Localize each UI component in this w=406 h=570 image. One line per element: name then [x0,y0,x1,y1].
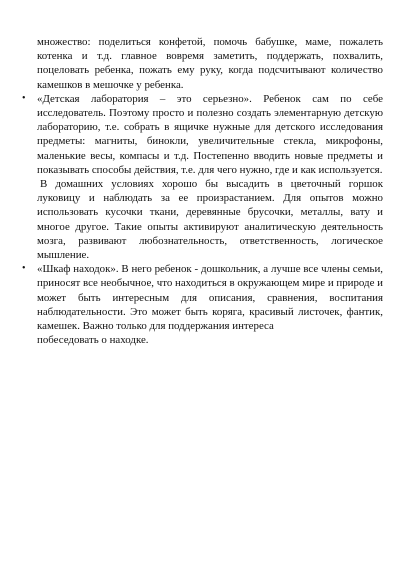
paragraph-findings-cabinet: «Шкаф находок». В него ребенок - дошкольник, а лучше все члены семьи, приносят все необычное, что находиться в окружающем мире и природе и может быть интересным для описания, сравнения, воспитания наблюдательности. Это может быть коряга, красивый листочек, фантик, камешек. Важно только для поддержания интереса [37,263,383,333]
bullet-icon: • [22,263,26,275]
document-page [22,35,383,347]
continuation-paragraph: множество: поделиться конфетой, помочь бабушке, маме, пожалеть котенка и т.д. главное вовремя заметить, поддержать, похвалить, поцеловать ребенка, пожать ему руку, когда подсчитывают количество камешков в мешочке у ребенка. [37,36,383,91]
paragraph-home-experiments: В домашних условиях хорошо бы высадить в цветочный горшок луковицу и наблюдать за ее произрастанием. Для опытов можно использовать кусочки ткани, деревянные брусочки, металлы, вату и многое другое. Такие опыты активируют аналитическую деятельность мозга, развивают любознательность, ответственность, логическое мышление. [37,178,383,262]
list-item-children-lab [22,92,383,262]
bullet-list [22,92,383,347]
paragraph-findings-cabinet-end: побеседовать о находке. [37,334,149,347]
paragraph-children-lab: «Детская лаборатория – это серьезно». Ребенок сам по себе исследователь. Поэтому просто и полезно создать элементарную детскую лабораторию, т.е. собрать в ящичке нужные для детского исследования предметы: магниты, бинокли, увеличительные стекла, микрофоны, маленькие весы, компасы и т.д. Постепенно вводить новые предметы и показывать способы действия, т.е. для чего нужно, где и как используется. [37,92,383,176]
list-item-findings-cabinet [22,262,383,347]
bullet-icon: • [22,92,26,104]
